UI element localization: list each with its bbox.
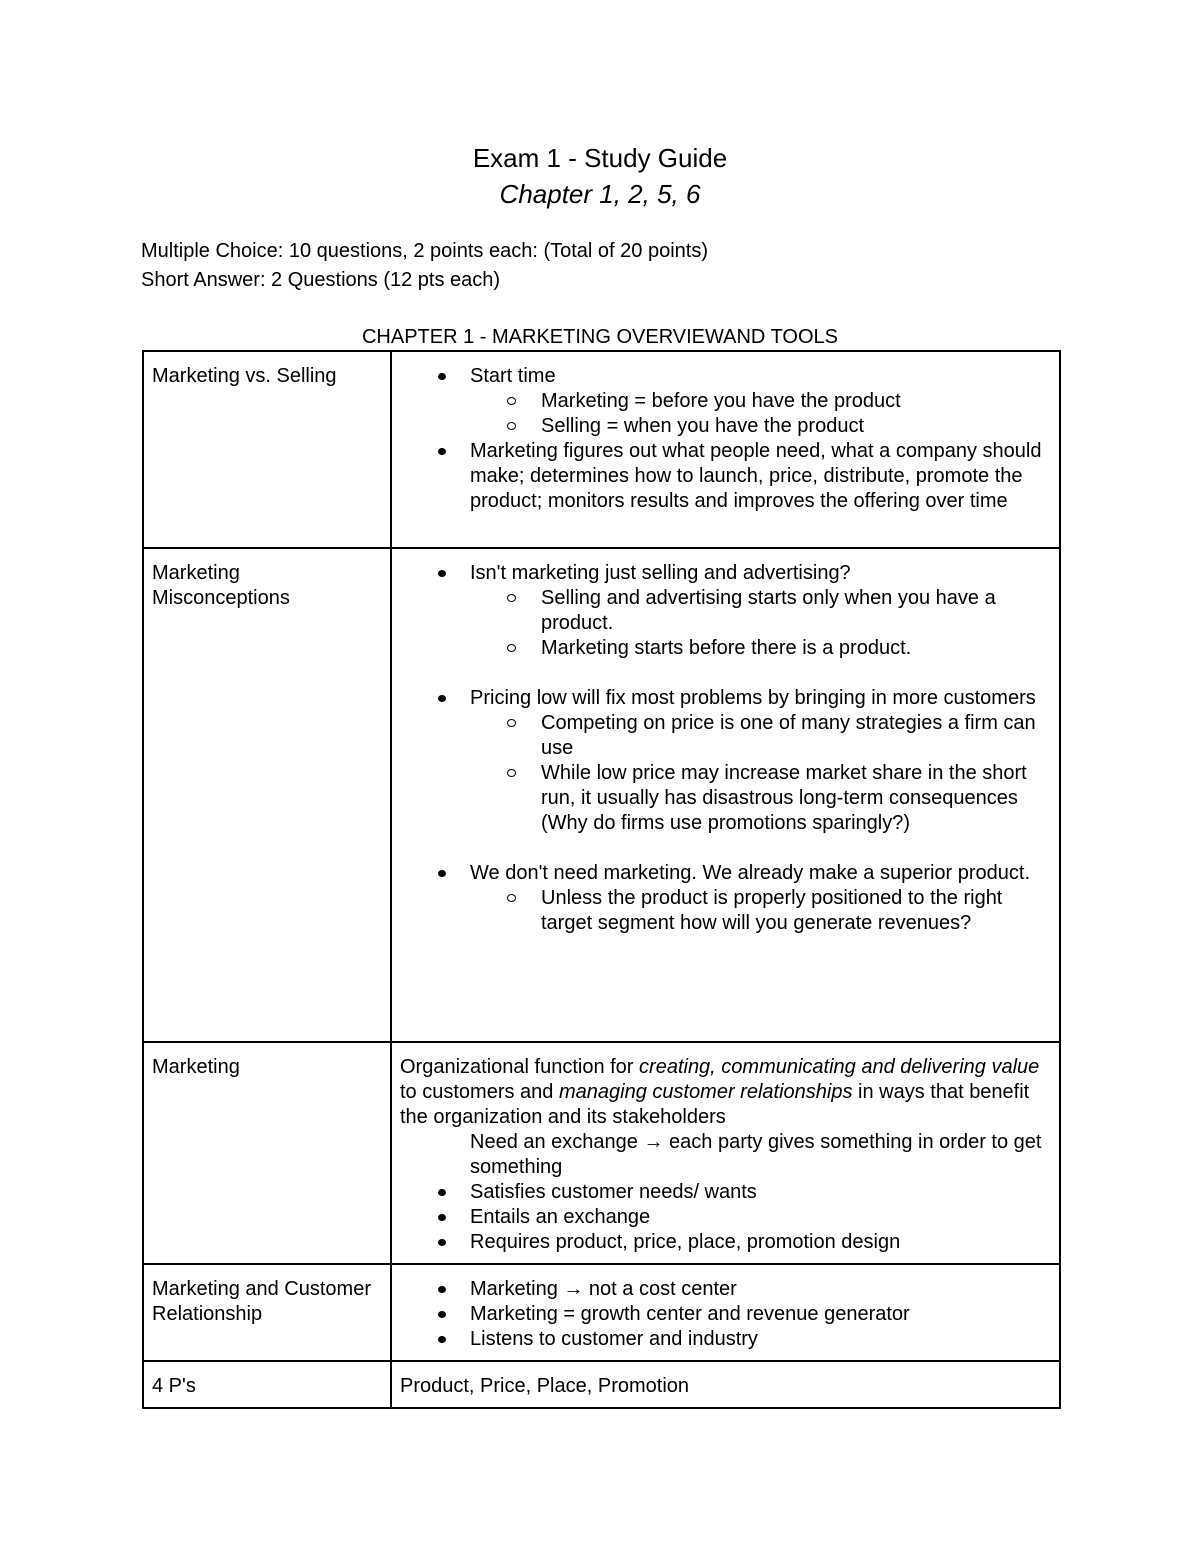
detail-cell <box>391 351 1060 548</box>
detail-cell <box>391 1264 1060 1361</box>
detail-cell: Product, Price, Place, Promotion <box>391 1361 1060 1408</box>
list-item: Marketing starts before there is a product. <box>470 636 1051 661</box>
bullet-list <box>400 364 1051 514</box>
table-row <box>143 1264 1060 1361</box>
term-cell: Marketing Misconceptions <box>143 548 391 1042</box>
definition-text: in ways that benefit the organization and its stakeholders <box>400 1081 1030 1128</box>
bullet-text: Isn't marketing just selling and advertising? <box>470 562 851 584</box>
chapter-1-table <box>142 350 1061 1409</box>
list-item: Selling = when you have the product <box>470 414 1051 439</box>
list-item: While low price may increase market share in the short run, it usually has disastrous long-term consequences (Why do firms use promotions sparingly?) <box>470 761 1051 836</box>
document-title: Exam 1 - Study Guide <box>472 143 728 173</box>
sub-bullet-list <box>470 711 1051 836</box>
multiple-choice-info: Multiple Choice: 10 questions, 2 points each: (Total of 20 points) <box>141 240 708 262</box>
table-row <box>143 1361 1060 1408</box>
list-item: Unless the product is properly positioned to the right target segment how will you generate revenues? <box>470 886 1051 936</box>
sub-bullet-list <box>470 389 1051 439</box>
list-item <box>400 686 1051 836</box>
bullet-text: Start time <box>470 365 556 387</box>
list-item: Selling and advertising starts only when you have a product. <box>470 586 1051 636</box>
chapter-1-heading: CHAPTER 1 - MARKETING OVERVIEWAND TOOLS <box>361 326 838 348</box>
short-answer-info: Short Answer: 2 Questions (12 pts each) <box>141 269 501 291</box>
detail-cell <box>391 1042 1060 1264</box>
list-item: Entails an exchange <box>400 1205 1051 1230</box>
list-item: Requires product, price, place, promotion design <box>400 1230 1051 1255</box>
list-item: Marketing figures out what people need, what a company should make; determines how to launch, price, distribute, promote the product; monitors results and improves the offering over time <box>400 439 1051 514</box>
exchange-note: Need an exchange → each party gives something in order to get something <box>470 1131 1042 1178</box>
sub-bullet-list <box>470 586 1051 661</box>
list-item: Marketing → not a cost center <box>400 1277 1051 1302</box>
list-item: Competing on price is one of many strategies a firm can use <box>470 711 1051 761</box>
sub-bullet-list <box>470 886 1051 936</box>
term-cell: Marketing <box>143 1042 391 1264</box>
list-item <box>400 861 1051 936</box>
table-row <box>143 548 1060 1042</box>
bullet-text: We don't need marketing. We already make a superior product. <box>470 862 1031 884</box>
detail-cell <box>391 548 1060 1042</box>
marketing-definition <box>400 1055 1051 1130</box>
bullet-list <box>400 1180 1051 1255</box>
bullet-text: Pricing low will fix most problems by bringing in more customers <box>470 687 1036 709</box>
list-item: Marketing = growth center and revenue generator <box>400 1302 1051 1327</box>
document-subtitle: Chapter 1, 2, 5, 6 <box>499 179 701 209</box>
definition-text: Organizational function for <box>400 1056 640 1078</box>
term-cell: 4 P's <box>143 1361 391 1408</box>
definition-text: to customers and <box>400 1081 559 1103</box>
list-item <box>400 561 1051 661</box>
bullet-list <box>400 561 1051 936</box>
term-cell: Marketing vs. Selling <box>143 351 391 548</box>
definition-emphasis: creating, communicating and delivering value <box>639 1056 1040 1078</box>
term-cell: Marketing and Customer Relationship <box>143 1264 391 1361</box>
table-row <box>143 1042 1060 1264</box>
list-item: Satisfies customer needs/ wants <box>400 1180 1051 1205</box>
list-item: Listens to customer and industry <box>400 1327 1051 1352</box>
list-item: Marketing = before you have the product <box>470 389 1051 414</box>
bullet-list <box>400 1277 1051 1352</box>
definition-emphasis: managing customer relationships <box>558 1081 853 1103</box>
table-row <box>143 351 1060 548</box>
list-item <box>400 364 1051 439</box>
